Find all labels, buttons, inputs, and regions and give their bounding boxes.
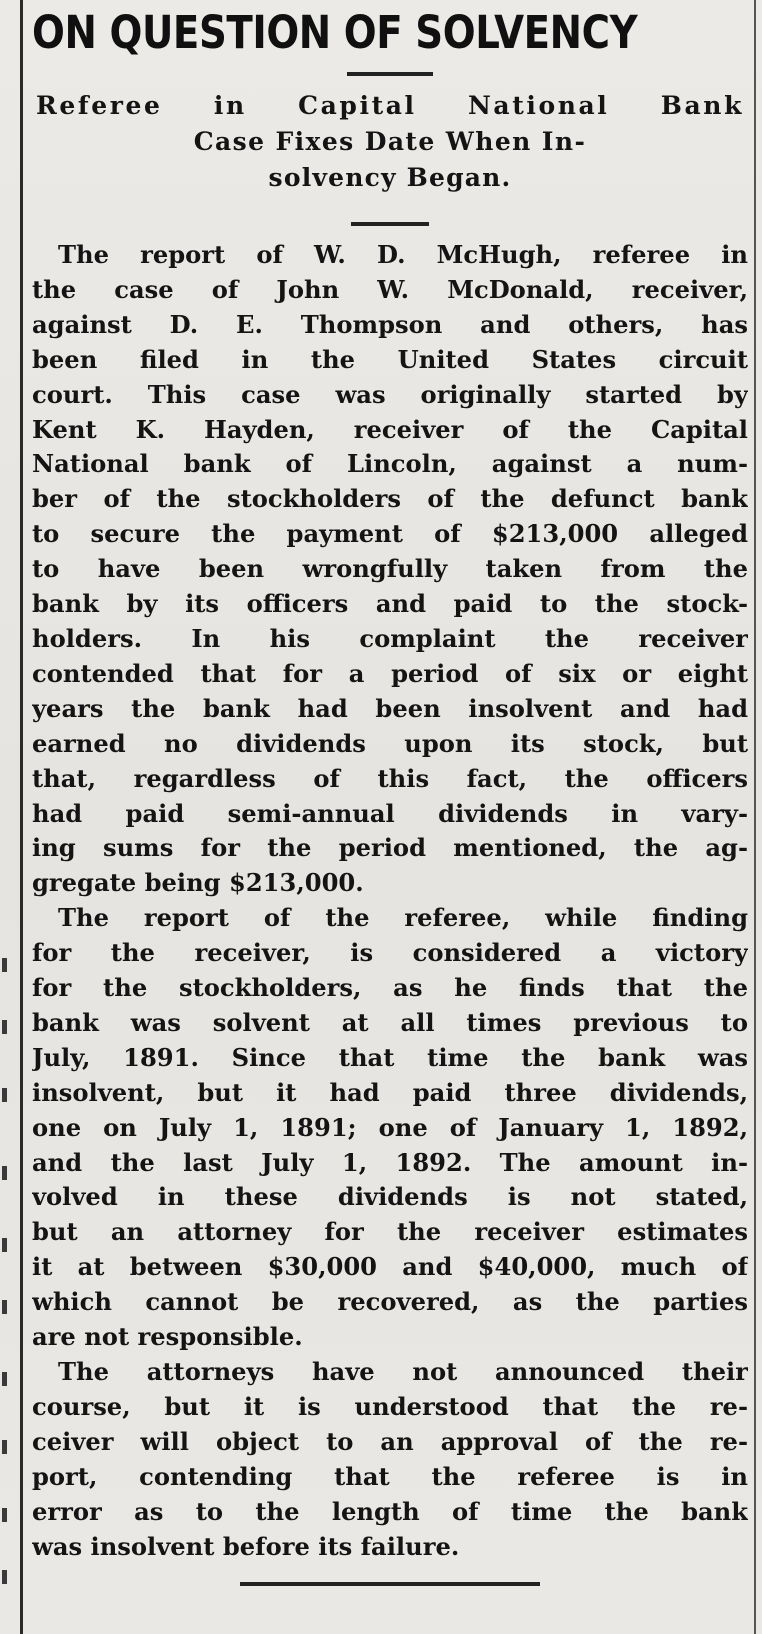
article-line: holders. In his complaint the receiver bbox=[32, 623, 748, 653]
article-line: the case of John W. McDonald, receiver, bbox=[32, 274, 748, 304]
edge-mark bbox=[2, 1440, 7, 1454]
article-line: which cannot be recovered, as the parties bbox=[32, 1287, 748, 1317]
article-line: ceiver will object to an approval of the re- bbox=[32, 1426, 748, 1456]
column-rule-left bbox=[20, 0, 23, 1634]
article-line: contended that for a period of six or eight bbox=[32, 658, 748, 688]
article-line: port, contending that the referee is in bbox=[32, 1461, 748, 1491]
article-line: to have been wrongfully taken from the bbox=[32, 554, 748, 584]
article-line: ing sums for the period mentioned, the ag- bbox=[32, 833, 748, 863]
subheadline-line: solvency Began. bbox=[268, 163, 512, 192]
article-line: The report of W. D. McHugh, referee in bbox=[58, 240, 748, 269]
article-line: insolvent, but it had paid three dividends, bbox=[32, 1077, 748, 1107]
edge-mark bbox=[2, 1238, 7, 1252]
article-line: and the last July 1, 1892. The amount in- bbox=[32, 1147, 748, 1177]
edge-mark bbox=[2, 958, 7, 972]
article-paragraph bbox=[32, 238, 748, 901]
article-line: National bank of Lincoln, against a num- bbox=[32, 449, 748, 479]
article-line: The report of the referee, while finding bbox=[58, 903, 748, 933]
subheadline bbox=[32, 88, 748, 196]
article-body bbox=[32, 238, 748, 1564]
article-line: gregate being $213,000. bbox=[32, 868, 364, 898]
article-line: against D. E. Thompson and others, has bbox=[32, 309, 748, 339]
article-line: July, 1891. Since that time the bank was bbox=[32, 1042, 748, 1072]
subhead-divider bbox=[351, 222, 429, 226]
article-column bbox=[32, 0, 748, 1586]
adjacent-column-edge bbox=[0, 0, 10, 1634]
article-end-rule bbox=[240, 1582, 540, 1586]
article-line: court. This case was originally started by bbox=[32, 379, 748, 409]
subheadline-line: Referee in Capital National Bank bbox=[36, 91, 744, 120]
column-rule-right bbox=[754, 0, 756, 1634]
article-line: to secure the payment of $213,000 alleged bbox=[32, 519, 748, 549]
article-line: was insolvent before its failure. bbox=[32, 1531, 460, 1561]
article-line: years the bank had been insolvent and had bbox=[32, 693, 748, 723]
article-line: been filed in the United States circuit bbox=[32, 344, 748, 374]
article-line: bank by its officers and paid to the stock- bbox=[32, 589, 748, 619]
article-line: Kent K. Hayden, receiver of the Capital bbox=[32, 414, 748, 444]
subheadline-line: Case Fixes Date When In- bbox=[193, 127, 587, 156]
article-line: The attorneys have not announced their bbox=[58, 1357, 748, 1386]
headline: ON QUESTION OF SOLVENCY bbox=[32, 6, 638, 59]
edge-mark bbox=[2, 1300, 7, 1314]
article-paragraph bbox=[32, 901, 748, 1355]
article-line: that, regardless of this fact, the officers bbox=[32, 763, 748, 793]
edge-mark bbox=[2, 1166, 7, 1180]
article-line: course, but it is understood that the re- bbox=[32, 1391, 748, 1421]
article-line: ber of the stockholders of the defunct bank bbox=[32, 484, 748, 514]
edge-mark bbox=[2, 1508, 7, 1522]
article-line: for the receiver, is considered a victory bbox=[32, 938, 748, 968]
article-line: it at between $30,000 and $40,000, much of bbox=[32, 1252, 748, 1282]
edge-mark bbox=[2, 1020, 7, 1034]
article-line: volved in these dividends is not stated, bbox=[32, 1182, 748, 1212]
article-line: bank was solvent at all times previous to bbox=[32, 1007, 748, 1037]
edge-mark bbox=[2, 1570, 7, 1584]
edge-mark bbox=[2, 1372, 7, 1386]
article-line: one on July 1, 1891; one of January 1, 1892, bbox=[32, 1112, 748, 1142]
article-line: are not responsible. bbox=[32, 1322, 303, 1352]
article-line: earned no dividends upon its stock, but bbox=[32, 728, 748, 758]
article-paragraph bbox=[32, 1355, 748, 1564]
article-line: for the stockholders, as he finds that the bbox=[32, 973, 748, 1003]
article-line: error as to the length of time the bank bbox=[32, 1496, 748, 1526]
edge-mark bbox=[2, 1088, 7, 1102]
headline-divider bbox=[347, 72, 433, 76]
article-line: but an attorney for the receiver estimates bbox=[32, 1217, 748, 1247]
article-line: had paid semi-annual dividends in vary- bbox=[32, 798, 748, 828]
